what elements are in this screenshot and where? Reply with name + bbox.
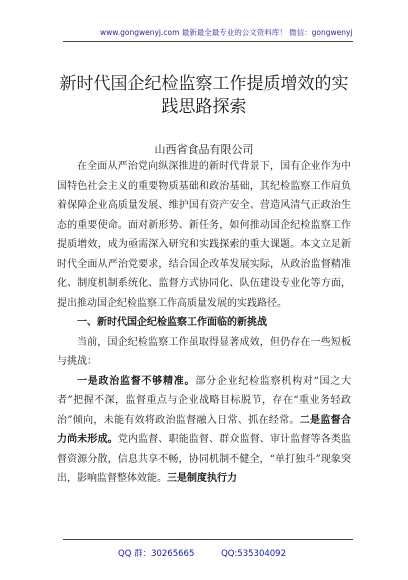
intro-paragraph: 在全面从严治党向纵深推进的新时代背景下，国有企业作为中国特色社会主义的重要物质基础和政治基础，其纪检监察工作肩负着保障企业高质量发展、维护国有资产安全、营造风清气正政治生态的重要使命。面对新形势、新任务，如何推动国企纪检监察工作提质增效，成为亟需深入研究和实践探索的重大课题。本文立足新时代全面从严治党要求，结合国企改革发展实际，从政治监督精准化、制度机制系统化、监督方式协同化、队伍建设专业化等方面，提出推动国企纪检监察工作高质量发展的实践路径。: [57, 161, 351, 309]
item2-heading: 二是监督合力尚未形成。: [57, 414, 352, 445]
challenges-paragraph: 当前，国企纪检监察工作虽取得显著成效，但仍存在一些短板与挑战：: [57, 336, 351, 367]
document-body: [57, 157, 351, 489]
section-heading: 一、新时代国企纪检监察工作面临的新挑战: [77, 317, 267, 328]
footer: [118, 547, 318, 559]
footer-rule: [63, 539, 353, 540]
challenge-items-paragraph: [57, 372, 351, 489]
item3-heading: 三是制度执行力: [167, 473, 237, 484]
footer-qq-number: QQ:535304092: [221, 549, 286, 559]
site-header: www.gongwenyj.com 最新最全最专业的公文资料库！ 微信：gongwenyj: [100, 28, 353, 37]
item2-text: 党内监督、职能监督、群众监督、审计监督等各类监督资源分散，信息共享不畅，协同机制不健全，“单打独斗”现象突出，影响监督整体效能。: [57, 434, 352, 484]
header-rule: [63, 41, 353, 42]
organization-name: 山西省食品有限公司: [154, 143, 254, 156]
document-title: 新时代国企纪检监察工作提质增效的实践思路探索: [59, 74, 349, 117]
item1-text: 部分企业纪检监察机构对“国之大者”把握不深，监督重点与企业战略目标脱节，存在“重业务轻政治”倾向，未能有效将政治监督融入日常、抓在经常。: [57, 375, 351, 426]
footer-qq-group: QQ 群：30265665: [118, 549, 195, 559]
item1-heading: 一是政治监督不够精准。: [77, 375, 196, 387]
